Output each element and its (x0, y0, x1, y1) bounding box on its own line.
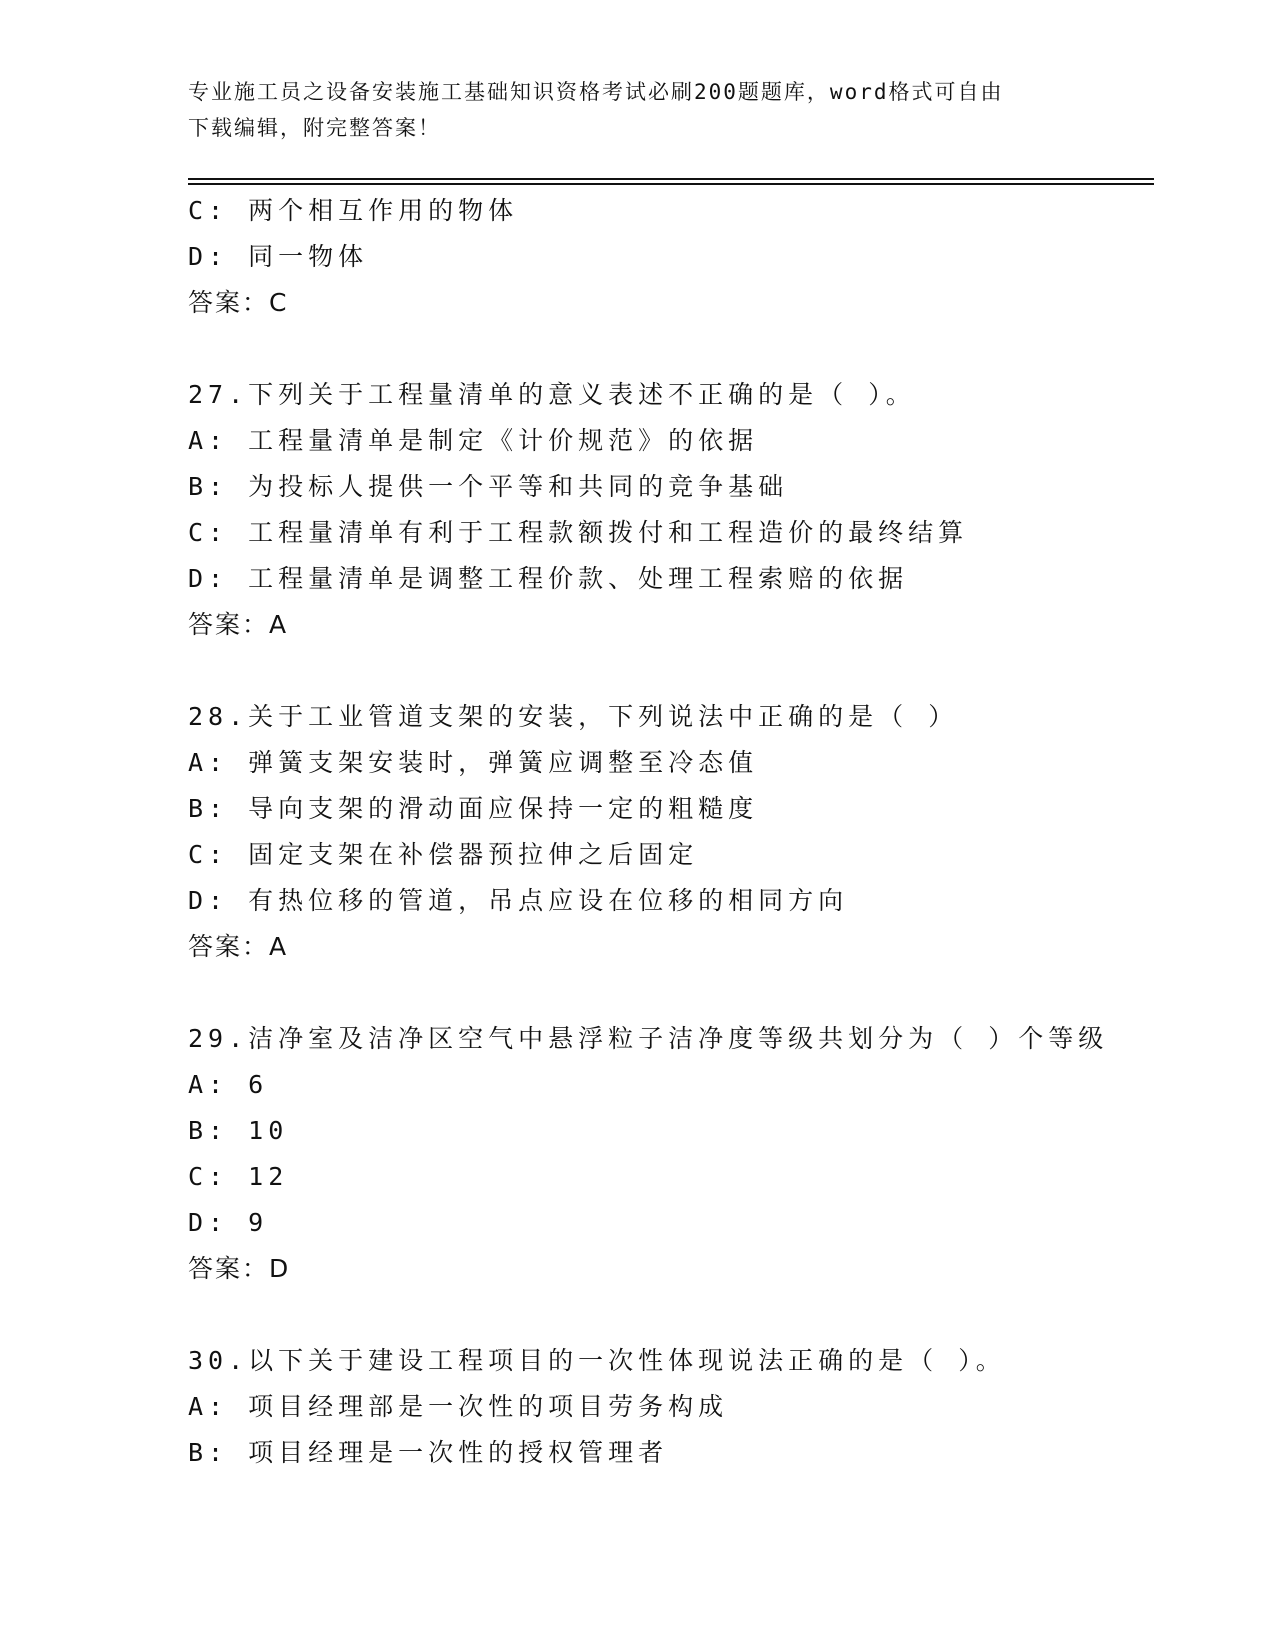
option-d: D: 工程量清单是调整工程价款、处理工程索赔的依据 (188, 564, 909, 593)
option-a: A: 弹簧支架安装时，弹簧应调整至冷态值 (188, 748, 759, 777)
option-b: B: 为投标人提供一个平等和共同的竞争基础 (188, 472, 789, 501)
document-header (188, 74, 1078, 146)
question-stem: 29.洁净室及洁净区空气中悬浮粒子洁净度等级共划分为（ ）个等级 (188, 1024, 1109, 1053)
option-d: D: 同一物体 (188, 242, 369, 271)
option-a: A: 项目经理部是一次性的项目劳务构成 (188, 1392, 729, 1421)
question-stem: 27.下列关于工程量清单的意义表述不正确的是（ ）。 (188, 380, 916, 409)
question-stem: 30.以下关于建设工程项目的一次性体现说法正确的是（ ）。 (188, 1346, 1006, 1375)
answer-line: 答案：D (188, 1254, 291, 1283)
option-c: C: 工程量清单有利于工程款额拨付和工程造价的最终结算 (188, 518, 969, 547)
spacer (188, 1292, 1188, 1338)
spacer (188, 970, 1188, 1016)
answer-line: 答案：C (188, 288, 289, 317)
header-divider-top (188, 178, 1154, 180)
answer-line: 答案：A (188, 932, 289, 961)
option-c: C: 12 (188, 1162, 289, 1191)
option-b: B: 项目经理是一次性的授权管理者 (188, 1438, 669, 1467)
option-b: B: 导向支架的滑动面应保持一定的粗糙度 (188, 794, 759, 823)
option-c: C: 两个相互作用的物体 (188, 196, 519, 225)
spacer (188, 648, 1188, 694)
header-line-2: 下载编辑，附完整答案！ (188, 116, 441, 140)
question-list (188, 188, 1188, 1476)
option-d: D: 有热位移的管道，吊点应设在位移的相同方向 (188, 886, 849, 915)
header-divider-bottom (188, 183, 1154, 185)
answer-line: 答案：A (188, 610, 289, 639)
option-c: C: 固定支架在补偿器预拉伸之后固定 (188, 840, 699, 869)
header-line-1: 专业施工员之设备安装施工基础知识资格考试必刷200题题库，word格式可自由 (188, 80, 1004, 104)
option-a: A: 工程量清单是制定《计价规范》的依据 (188, 426, 759, 455)
question-stem: 28.关于工业管道支架的安装，下列说法中正确的是（ ） (188, 702, 959, 731)
spacer (188, 326, 1188, 372)
option-b: B: 10 (188, 1116, 289, 1145)
option-d: D: 9 (188, 1208, 269, 1237)
option-a: A: 6 (188, 1070, 269, 1099)
